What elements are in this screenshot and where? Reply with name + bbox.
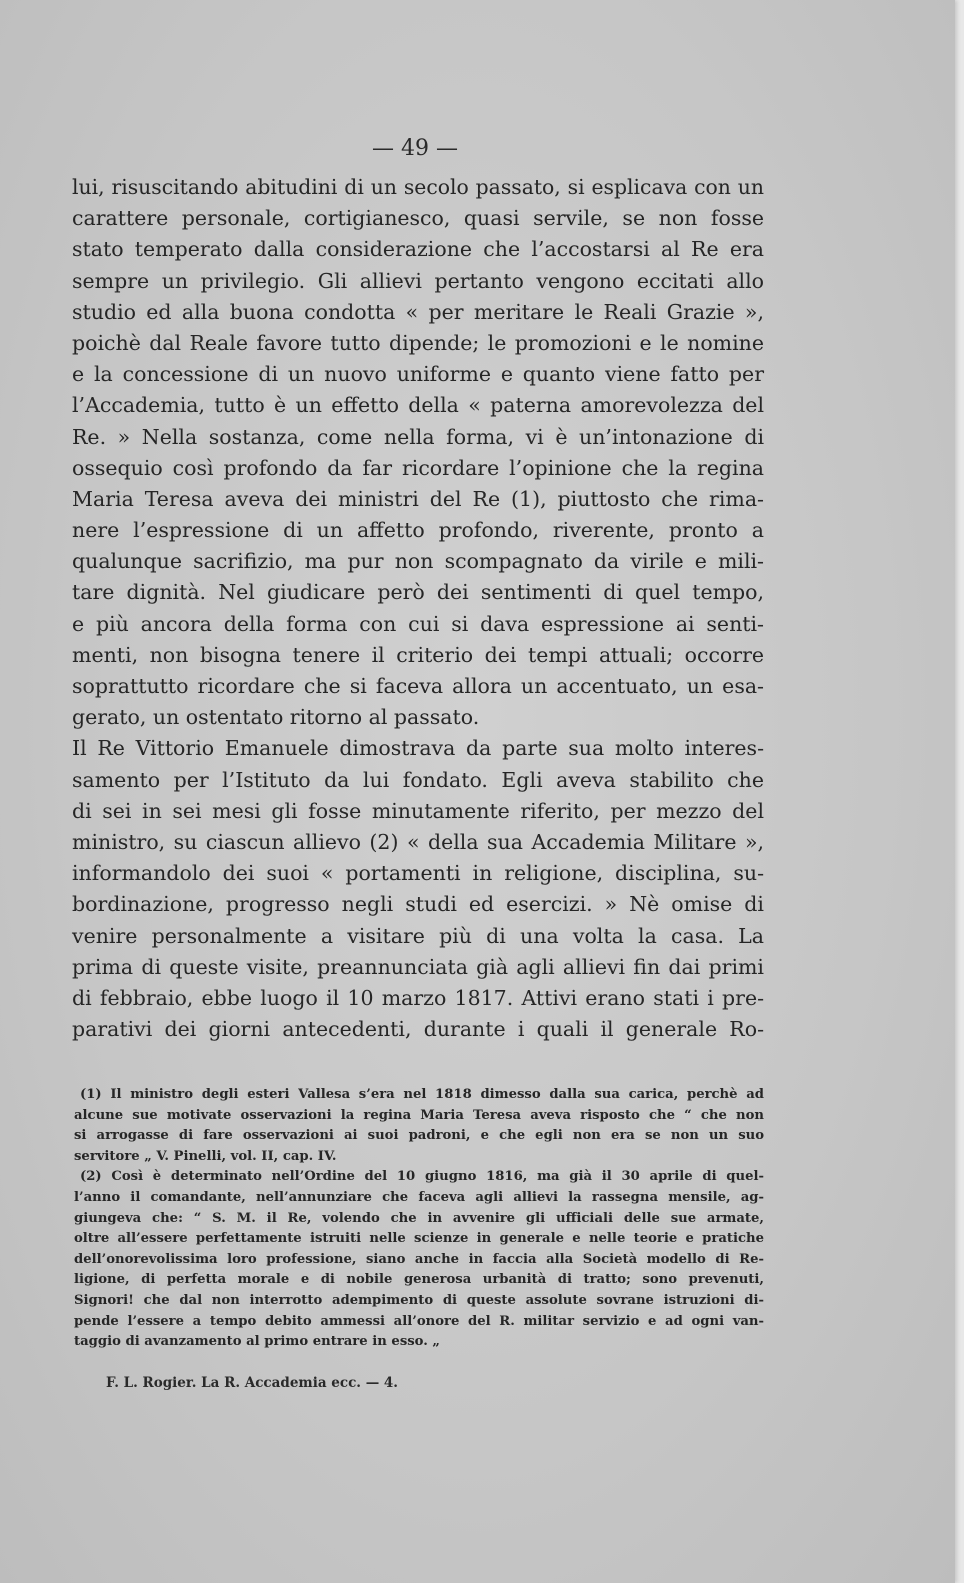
footnote-line: l’anno il comandante, nell’annunziare che faceva agli allievi la rassegna mensile, ag-	[74, 1189, 764, 1205]
body-text	[72, 172, 764, 1045]
footnote-line: Signori! che dal non interrotto adempimento di queste assolute sovrane istruzioni di-	[74, 1292, 764, 1308]
footnote-line: ligione, di perfetta morale e di nobile generosa urbanità di tratto; sono prevenuti,	[74, 1272, 764, 1288]
body-line: lui, risuscitando abitudini di un secolo passato, si esplicava con un	[72, 175, 764, 199]
body-line: prima di queste visite, preannunciata già agli allievi fin dai primi	[72, 954, 764, 979]
body-line: studio ed alla buona condotta « per meritare le Reali Grazie »,	[72, 299, 764, 324]
body-line: parativi dei giorni antecedenti, durante i quali il generale Ro-	[72, 1017, 764, 1042]
body-line: l’Accademia, tutto è un effetto della « paterna amorevolezza del	[72, 393, 764, 418]
body-line: qualunque sacrifizio, ma pur non scompagnato da virile e mili-	[72, 549, 764, 574]
body-line: venire personalmente a visitare più di una volta la casa. La	[72, 923, 764, 948]
body-line: samento per l’Istituto da lui fondato. Egli aveva stabilito che	[72, 767, 764, 792]
page-number: — 49 —	[372, 136, 458, 161]
footnote-line: (1) Il ministro degli esteri Vallesa s’era nel 1818 dimesso dalla sua carica, perchè ad	[80, 1087, 764, 1102]
body-line: informandolo dei suoi « portamenti in religione, disciplina, su-	[72, 861, 764, 886]
signature-line: F. L. Rogier. La R. Accademia ecc. — 4.	[106, 1375, 399, 1391]
body-line: soprattutto ricordare che si faceva allora un accentuato, un esa-	[72, 674, 764, 698]
footnotes	[74, 1085, 764, 1353]
body-line: ministro, su ciascun allievo (2) « della sua Accademia Militare »,	[72, 829, 764, 854]
body-line: menti, non bisogna tenere il criterio dei tempi attuali; occorre	[72, 642, 764, 667]
body-line: bordinazione, progresso negli studi ed esercizi. » Nè omise di	[72, 892, 764, 917]
body-line: e la concessione di un nuovo uniforme e quanto viene fatto per	[72, 362, 764, 387]
body-line: carattere personale, cortigianesco, quasi servile, se non fosse	[72, 206, 764, 231]
footnote-line: servitore „ V. Pinelli, vol. II, cap. IV.	[74, 1148, 337, 1164]
body-line: ossequio così profondo da far ricordare l’opinione che la regina	[72, 455, 764, 480]
body-line: sempre un privilegio. Gli allievi pertanto vengono eccitati allo	[72, 268, 764, 293]
body-line: gerato, un ostentato ritorno al passato.	[72, 705, 480, 730]
footnote-line: pende l’essere a tempo debito ammessi all’onore del R. militar servizio e ad ogni van-	[74, 1313, 764, 1329]
body-line: stato temperato dalla considerazione che l’accostarsi al Re era	[72, 237, 764, 262]
body-line: Re. » Nella sostanza, come nella forma, vi è un’intonazione di	[72, 424, 764, 449]
footnote-line: dell’onorevolissima loro professione, siano anche in faccia alla Società modello di Re-	[74, 1251, 764, 1267]
footnote-line: oltre all’essere perfettamente istruiti nelle scienze in generale e nelle teorie e pratiche	[74, 1231, 764, 1247]
body-line: poichè dal Reale favore tutto dipende; le promozioni e le nomine	[72, 330, 764, 355]
body-line: e più ancora della forma con cui si dava espressione ai senti-	[72, 611, 764, 636]
body-line: di sei in sei mesi gli fosse minutamente riferito, per mezzo del	[72, 798, 764, 823]
body-line: Maria Teresa aveva dei ministri del Re (1), piuttosto che rima-	[72, 486, 764, 511]
footnote-line: giungeva che: “ S. M. il Re, volendo che in avvenire gli ufficiali delle sue armate,	[74, 1210, 764, 1226]
body-line: Il Re Vittorio Emanuele dimostrava da parte sua molto interes-	[72, 736, 764, 761]
footnote-line: (2) Così è determinato nell’Ordine del 10 giugno 1816, ma già il 30 aprile di quel-	[80, 1169, 764, 1185]
footnote-line: alcune sue motivate osservazioni la regina Maria Teresa aveva risposto che “ che non	[74, 1107, 764, 1123]
footnote-line: taggio di avanzamento al primo entrare in esso. „	[74, 1334, 440, 1350]
body-line: di febbraio, ebbe luogo il 10 marzo 1817. Attivi erano stati i pre-	[72, 985, 764, 1010]
footnote-line: si arrogasse di fare osservazioni ai suoi padroni, e che egli non era se non un suo	[74, 1128, 764, 1144]
body-line: tare dignità. Nel giudicare però dei sentimenti di quel tempo,	[72, 580, 764, 605]
body-line: nere l’espressione di un affetto profondo, riverente, pronto a	[72, 518, 764, 543]
